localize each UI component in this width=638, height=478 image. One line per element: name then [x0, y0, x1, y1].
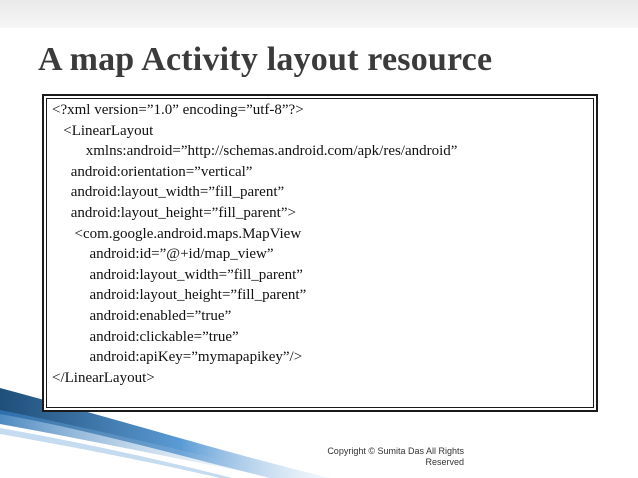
copyright-notice [300, 446, 464, 468]
code-line-13: android:apiKey=”mymapapikey”/> [52, 349, 303, 366]
code-lines [52, 100, 457, 388]
code-line-2: <LinearLayout [52, 122, 154, 139]
code-line-9: android:layout_width=”fill_parent” [52, 266, 303, 283]
code-line-10: android:layout_height=”fill_parent” [52, 287, 307, 304]
code-line-4: android:orientation=”vertical” [52, 163, 253, 180]
code-line-5: android:layout_width=”fill_parent” [52, 184, 285, 201]
code-line-6: android:layout_height=”fill_parent”> [52, 204, 296, 221]
code-line-3: xmlns:android=”http://schemas.android.com/apk/res/android” [52, 143, 458, 160]
code-block [42, 94, 598, 412]
code-line-11: android:enabled=”true” [52, 307, 232, 324]
code-line-1: <?xml version=”1.0” encoding=”utf-8”?> [52, 102, 304, 118]
code-line-14: </LinearLayout> [52, 369, 155, 386]
slide-title: A map Activity layout resource [38, 41, 493, 78]
copyright-line-1: Copyright © Sumita Das All Rights [327, 446, 464, 456]
code-line-7: <com.google.android.maps.MapView [52, 225, 302, 242]
copyright-line-2: Reserved [425, 457, 464, 467]
header-band [0, 0, 638, 28]
swoosh-band-light [0, 410, 300, 478]
code-line-12: android:clickable=”true” [52, 328, 239, 345]
code-line-8: android:id=”@+id/map_view” [52, 246, 274, 263]
